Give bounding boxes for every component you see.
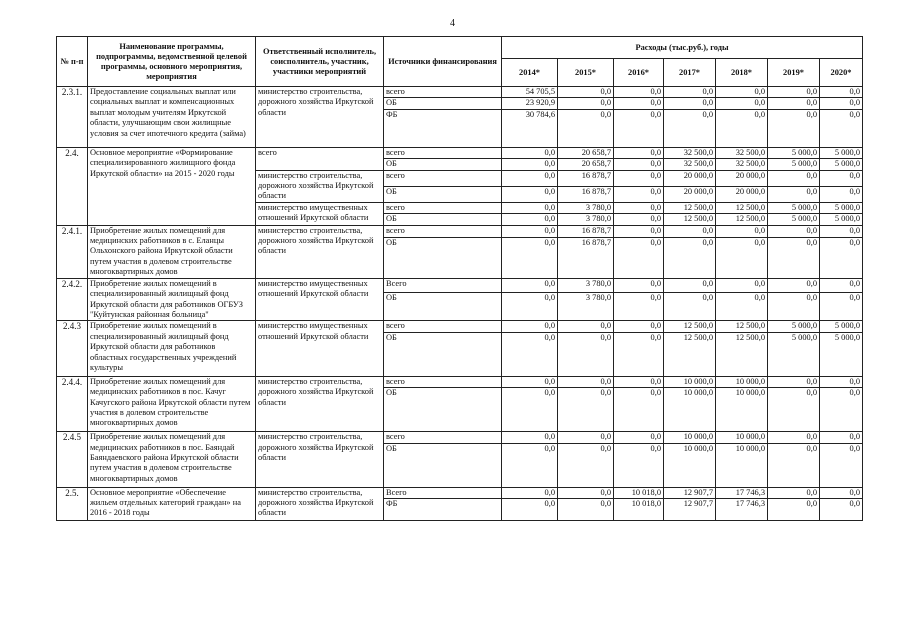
amount-cell: 0,0: [768, 87, 820, 98]
amount-cell: 20 000,0: [664, 170, 716, 186]
amount-cell: 0,0: [558, 498, 614, 520]
funding-source: Всего: [384, 278, 502, 293]
funding-source: всего: [384, 170, 502, 186]
amount-cell: 0,0: [716, 109, 768, 147]
amount-cell: 10 000,0: [664, 376, 716, 387]
amount-cell: 0,0: [614, 202, 664, 213]
row-title: Предоставление социальных выплат или социальных выплат и компенсационных выплат молодым учителям Иркутской области, улучшающим свои жилищные условия за счет ипотечного кредита (займа): [88, 87, 256, 148]
amount-cell: 0,0: [502, 214, 558, 225]
amount-cell: 0,0: [768, 388, 820, 432]
amount-cell: 32 500,0: [716, 159, 768, 170]
amount-cell: 0,0: [768, 237, 820, 278]
amount-cell: 0,0: [558, 98, 614, 109]
amount-cell: 54 705,5: [502, 87, 558, 98]
amount-cell: 5 000,0: [820, 159, 863, 170]
amount-cell: 0,0: [820, 388, 863, 432]
amount-cell: 0,0: [558, 87, 614, 98]
table-row: [57, 147, 863, 158]
amount-cell: 0,0: [614, 186, 664, 202]
row-executor: министерство строительства, дорожного хозяйства Иркутской области: [256, 487, 384, 520]
amount-cell: 5 000,0: [768, 321, 820, 332]
row-executor: министерство строительства, дорожного хозяйства Иркутской области: [256, 376, 384, 431]
amount-cell: 5 000,0: [820, 214, 863, 225]
amount-cell: 0,0: [768, 170, 820, 186]
amount-cell: 20 658,7: [558, 147, 614, 158]
amount-cell: 0,0: [502, 487, 558, 498]
amount-cell: 0,0: [614, 170, 664, 186]
amount-cell: 0,0: [558, 388, 614, 432]
amount-cell: 0,0: [614, 376, 664, 387]
amount-cell: 0,0: [558, 321, 614, 332]
amount-cell: 0,0: [502, 388, 558, 432]
amount-cell: 17 746,3: [716, 487, 768, 498]
amount-cell: 10 000,0: [664, 443, 716, 487]
amount-cell: 20 000,0: [664, 186, 716, 202]
row-executor: министерство строительства, дорожного хозяйства Иркутской области: [256, 225, 384, 278]
amount-cell: 0,0: [820, 498, 863, 520]
amount-cell: 0,0: [614, 443, 664, 487]
row-code: 2.4.: [57, 147, 88, 225]
amount-cell: 0,0: [614, 159, 664, 170]
amount-cell: 0,0: [716, 87, 768, 98]
col-header-source: Источники финансирования: [384, 37, 502, 87]
amount-cell: 0,0: [768, 293, 820, 321]
funding-source: Всего: [384, 487, 502, 498]
amount-cell: 0,0: [502, 332, 558, 376]
funding-source: всего: [384, 225, 502, 237]
amount-cell: 12 500,0: [716, 202, 768, 213]
row-code: 2.4.4.: [57, 376, 88, 431]
col-header-executor: Ответственный исполнитель, соисполнитель, участник, участники мероприятий: [256, 37, 384, 87]
funding-source: ОБ: [384, 159, 502, 170]
amount-cell: 0,0: [716, 293, 768, 321]
amount-cell: 12 500,0: [664, 214, 716, 225]
col-header-expenses: Расходы (тыс.руб.), годы: [502, 37, 863, 59]
amount-cell: 0,0: [768, 186, 820, 202]
amount-cell: 0,0: [502, 498, 558, 520]
funding-source: ОБ: [384, 98, 502, 109]
amount-cell: 23 920,9: [502, 98, 558, 109]
table-body: [57, 87, 863, 521]
amount-cell: 12 500,0: [664, 321, 716, 332]
amount-cell: 0,0: [614, 293, 664, 321]
expenses-table: [56, 36, 863, 521]
row-executor: министерство имущественных отношений Иркутской области: [256, 278, 384, 321]
amount-cell: 0,0: [614, 87, 664, 98]
row-title: Основное мероприятие «Обеспечение жильем отдельных категорий граждан» на 2016 - 2018 годы: [88, 487, 256, 520]
amount-cell: 5 000,0: [768, 159, 820, 170]
amount-cell: 10 000,0: [716, 388, 768, 432]
amount-cell: 10 000,0: [664, 388, 716, 432]
funding-source: ОБ: [384, 214, 502, 225]
amount-cell: 0,0: [820, 170, 863, 186]
amount-cell: 12 907,7: [664, 498, 716, 520]
amount-cell: 0,0: [502, 186, 558, 202]
amount-cell: 10 000,0: [716, 432, 768, 443]
row-title: Приобретение жилых помещений для медицинских работников в с. Еланцы Ольхонского района Иркутской области путем участия в долевом строительстве многоквартирных домов: [88, 225, 256, 278]
amount-cell: 0,0: [614, 237, 664, 278]
amount-cell: 0,0: [664, 293, 716, 321]
amount-cell: 0,0: [716, 237, 768, 278]
amount-cell: 3 780,0: [558, 214, 614, 225]
col-header-year: 2020*: [820, 59, 863, 87]
amount-cell: 10 018,0: [614, 498, 664, 520]
funding-source: ФБ: [384, 498, 502, 520]
amount-cell: 0,0: [502, 147, 558, 158]
amount-cell: 0,0: [768, 109, 820, 147]
amount-cell: 0,0: [768, 498, 820, 520]
amount-cell: 16 878,7: [558, 170, 614, 186]
row-code: 2.5.: [57, 487, 88, 520]
amount-cell: 0,0: [820, 432, 863, 443]
funding-source: всего: [384, 202, 502, 213]
amount-cell: 0,0: [558, 443, 614, 487]
amount-cell: 0,0: [664, 109, 716, 147]
amount-cell: 0,0: [502, 321, 558, 332]
amount-cell: 0,0: [558, 109, 614, 147]
amount-cell: 20 000,0: [716, 170, 768, 186]
amount-cell: 12 500,0: [664, 332, 716, 376]
amount-cell: 0,0: [768, 278, 820, 293]
table-row: [57, 376, 863, 387]
amount-cell: 0,0: [614, 432, 664, 443]
amount-cell: 16 878,7: [558, 225, 614, 237]
amount-cell: 0,0: [502, 225, 558, 237]
amount-cell: 0,0: [820, 278, 863, 293]
amount-cell: 0,0: [502, 202, 558, 213]
amount-cell: 12 500,0: [716, 321, 768, 332]
amount-cell: 0,0: [716, 98, 768, 109]
amount-cell: 12 500,0: [664, 202, 716, 213]
amount-cell: 0,0: [768, 443, 820, 487]
table-row: [57, 87, 863, 98]
col-header-year: 2019*: [768, 59, 820, 87]
amount-cell: 5 000,0: [820, 147, 863, 158]
row-executor: министерство имущественных отношений Иркутской области: [256, 321, 384, 376]
amount-cell: 0,0: [614, 321, 664, 332]
col-header-year: 2017*: [664, 59, 716, 87]
amount-cell: 10 000,0: [664, 432, 716, 443]
amount-cell: 0,0: [614, 214, 664, 225]
amount-cell: 0,0: [614, 388, 664, 432]
amount-cell: 0,0: [820, 487, 863, 498]
funding-source: ОБ: [384, 186, 502, 202]
row-code: 2.4.2.: [57, 278, 88, 321]
col-header-year: 2016*: [614, 59, 664, 87]
amount-cell: 0,0: [558, 376, 614, 387]
amount-cell: 0,0: [614, 109, 664, 147]
amount-cell: 0,0: [820, 225, 863, 237]
table-row: [57, 487, 863, 498]
funding-source: ОБ: [384, 293, 502, 321]
funding-source: всего: [384, 376, 502, 387]
amount-cell: 0,0: [820, 109, 863, 147]
funding-source: всего: [384, 147, 502, 158]
funding-source: ОБ: [384, 443, 502, 487]
amount-cell: 0,0: [820, 186, 863, 202]
amount-cell: 0,0: [820, 87, 863, 98]
amount-cell: 3 780,0: [558, 293, 614, 321]
col-header-num: № п-п: [57, 37, 88, 87]
funding-source: ОБ: [384, 237, 502, 278]
amount-cell: 10 000,0: [716, 443, 768, 487]
amount-cell: 0,0: [716, 278, 768, 293]
table-row: [57, 321, 863, 332]
header-row-top: [57, 37, 863, 59]
amount-cell: 0,0: [502, 237, 558, 278]
row-executor: министерство строительства, дорожного хозяйства Иркутской области: [256, 432, 384, 487]
table-row: [57, 225, 863, 237]
amount-cell: 0,0: [614, 98, 664, 109]
amount-cell: 32 500,0: [664, 159, 716, 170]
amount-cell: 20 000,0: [716, 186, 768, 202]
amount-cell: 0,0: [820, 443, 863, 487]
amount-cell: 5 000,0: [768, 147, 820, 158]
row-executor: всего: [256, 147, 384, 170]
funding-source: ФБ: [384, 109, 502, 147]
amount-cell: 5 000,0: [768, 332, 820, 376]
col-header-year: 2018*: [716, 59, 768, 87]
col-header-year: 2014*: [502, 59, 558, 87]
amount-cell: 0,0: [614, 278, 664, 293]
amount-cell: 0,0: [664, 87, 716, 98]
amount-cell: 10 018,0: [614, 487, 664, 498]
row-title: Приобретение жилых помещений для медицинских работников в пос. Баяндай Баяндаевского района Иркутской области путем участия в долевом строительстве многоквартирных домов: [88, 432, 256, 487]
amount-cell: 10 000,0: [716, 376, 768, 387]
row-title: Приобретение жилых помещений в специализированный жилищный фонд Иркутской области для работников областных государственных учреждений культуры: [88, 321, 256, 376]
amount-cell: 0,0: [768, 432, 820, 443]
amount-cell: 0,0: [820, 237, 863, 278]
amount-cell: 0,0: [502, 443, 558, 487]
amount-cell: 0,0: [768, 376, 820, 387]
amount-cell: 30 784,6: [502, 109, 558, 147]
row-title: Приобретение жилых помещений для медицинских работников в пос. Качуг Качугского района Иркутской области путем участия в долевом строительстве многоквартирных домов: [88, 376, 256, 431]
amount-cell: 0,0: [558, 432, 614, 443]
amount-cell: 0,0: [664, 278, 716, 293]
amount-cell: 0,0: [716, 225, 768, 237]
amount-cell: 0,0: [820, 293, 863, 321]
row-executor: министерство имущественных отношений Иркутской области: [256, 202, 384, 225]
amount-cell: 0,0: [768, 487, 820, 498]
amount-cell: 3 780,0: [558, 202, 614, 213]
amount-cell: 12 907,7: [664, 487, 716, 498]
row-code: 2.4.5: [57, 432, 88, 487]
amount-cell: 0,0: [558, 487, 614, 498]
amount-cell: 0,0: [614, 147, 664, 158]
amount-cell: 0,0: [502, 170, 558, 186]
amount-cell: 0,0: [614, 332, 664, 376]
funding-source: всего: [384, 87, 502, 98]
row-code: 2.3.1.: [57, 87, 88, 148]
amount-cell: 0,0: [664, 98, 716, 109]
amount-cell: 0,0: [614, 225, 664, 237]
amount-cell: 3 780,0: [558, 278, 614, 293]
row-title: Основное мероприятие «Формирование специализированного жилищного фонда Иркутской области» на 2015 - 2020 годы: [88, 147, 256, 225]
amount-cell: 0,0: [664, 225, 716, 237]
amount-cell: 5 000,0: [820, 321, 863, 332]
amount-cell: 17 746,3: [716, 498, 768, 520]
page-number: 4: [450, 18, 455, 29]
row-title: Приобретение жилых помещений в специализированный жилищный фонд Иркутской области для работников ОГБУЗ "Куйтунская районная больница": [88, 278, 256, 321]
funding-source: ОБ: [384, 332, 502, 376]
amount-cell: 0,0: [664, 237, 716, 278]
amount-cell: 5 000,0: [820, 332, 863, 376]
amount-cell: 0,0: [502, 278, 558, 293]
amount-cell: 0,0: [768, 98, 820, 109]
row-executor: министерство строительства, дорожного хозяйства Иркутской области: [256, 170, 384, 202]
amount-cell: 0,0: [768, 225, 820, 237]
amount-cell: 0,0: [502, 293, 558, 321]
amount-cell: 5 000,0: [820, 202, 863, 213]
funding-source: всего: [384, 321, 502, 332]
row-code: 2.4.3: [57, 321, 88, 376]
table-row: [57, 432, 863, 443]
amount-cell: 16 878,7: [558, 237, 614, 278]
amount-cell: 0,0: [558, 332, 614, 376]
amount-cell: 20 658,7: [558, 159, 614, 170]
row-executor: министерство строительства, дорожного хозяйства Иркутской области: [256, 87, 384, 148]
amount-cell: 5 000,0: [768, 202, 820, 213]
amount-cell: 32 500,0: [664, 147, 716, 158]
amount-cell: 0,0: [820, 376, 863, 387]
amount-cell: 0,0: [502, 432, 558, 443]
amount-cell: 0,0: [502, 376, 558, 387]
amount-cell: 16 878,7: [558, 186, 614, 202]
col-header-name: Наименование программы, подпрограммы, ведомственной целевой программы, основного мероприятия, мероприятия: [88, 37, 256, 87]
col-header-year: 2015*: [558, 59, 614, 87]
row-code: 2.4.1.: [57, 225, 88, 278]
amount-cell: 12 500,0: [716, 332, 768, 376]
amount-cell: 0,0: [820, 98, 863, 109]
funding-source: всего: [384, 432, 502, 443]
table-row: [57, 278, 863, 293]
amount-cell: 12 500,0: [716, 214, 768, 225]
amount-cell: 0,0: [502, 159, 558, 170]
amount-cell: 32 500,0: [716, 147, 768, 158]
amount-cell: 5 000,0: [768, 214, 820, 225]
funding-source: ОБ: [384, 388, 502, 432]
